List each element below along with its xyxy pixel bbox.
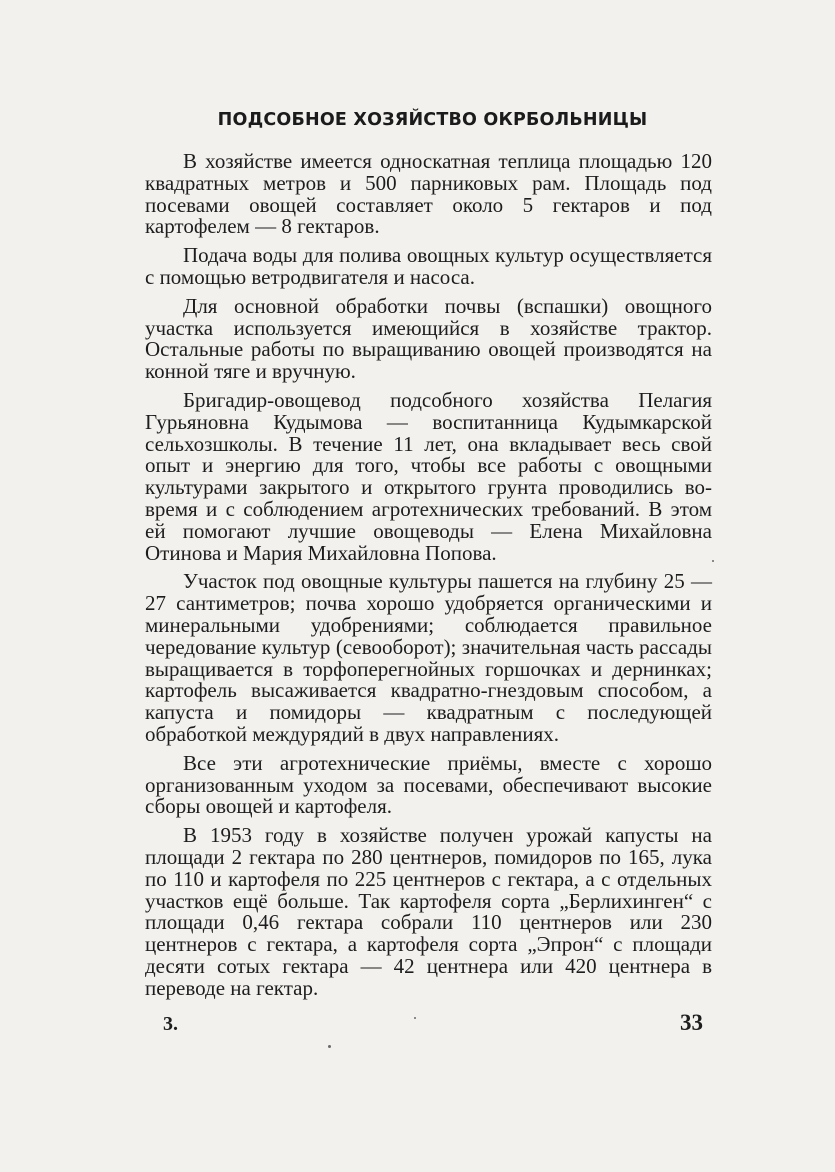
- paragraph: В хозяйстве имеется односкатная теплица площадью 120 квадратных метров и 500 парниковых рам. Площадь под посевами овощей составляет около 5 гектаров и под картофелем — 8 гектаров.: [145, 149, 712, 239]
- page-number: 33: [680, 1010, 703, 1035]
- article-body: [145, 151, 712, 1006]
- print-speck: [414, 1017, 416, 1019]
- page-title: ПОДСОБНОЕ ХОЗЯЙСТВО ОКРБОЛЬНИЦЫ: [217, 110, 648, 130]
- print-speck: [328, 1045, 331, 1048]
- paragraph: Все эти агротехнические приёмы, вместе с хорошо организованным уходом за посевами, обеспечивают высокие сборы овощей и картофеля.: [145, 750, 712, 819]
- printer-signature-mark: 3.: [163, 1013, 178, 1035]
- paragraph: Подача воды для полива овощных культур осуществляется с помощью ветродвигателя и насоса.: [145, 243, 712, 289]
- paragraph: Участок под овощные культуры пашется на глубину 25 — 27 сантиметров; почва хорошо удобряется органическими и минеральными удобрениями; соблюдается правильное чередование культур (севооборот); значительная часть рассады выращивается в торфоперегнойных горшочках и дернинках; картофель высаживается квадратно-гнездовым способом, а капуста и помидоры — квадратным с последующей обработкой междурядий в двух направлениях.: [145, 569, 712, 746]
- paragraph: Бригадир-овощевод подсобного хозяйства Пелагия Гурьяновна Кудымова — воспитанница Кудымкарской сельхозшколы. В течение 11 лет, она вкладывает весь свой опыт и энергию для того, чтобы все работы с овощными культурами закрытого и открытого грунта проводились во-время и с соблюдением агротехнических требований. В этом ей помогают лучшие овощеводы — Елена Михайловна Отинова и Мария Михайловна Попова.: [145, 387, 712, 565]
- print-speck: [712, 560, 714, 562]
- paragraph: В 1953 году в хозяйстве получен урожай капусты на площади 2 гектара по 280 центнеров, помидоров по 165, лука по 110 и картофеля по 225 центнеров с гектара, а с отдельных участков ещё больше. Так картофеля сорта „Берлихинген“ с площади 0,46 гектара собрали 110 центнеров или 230 центнеров с гектара, а картофеля сорта „Эпрон“ с площади десяти сотых гектара — 42 центнера или 420 центнера в переводе на гектар.: [145, 823, 712, 1000]
- paragraph: Для основной обработки почвы (вспашки) овощного участка используется имеющийся в хозяйстве трактор. Остальные работы по выращиванию овощей производятся на конной тяге и вручную.: [145, 293, 712, 384]
